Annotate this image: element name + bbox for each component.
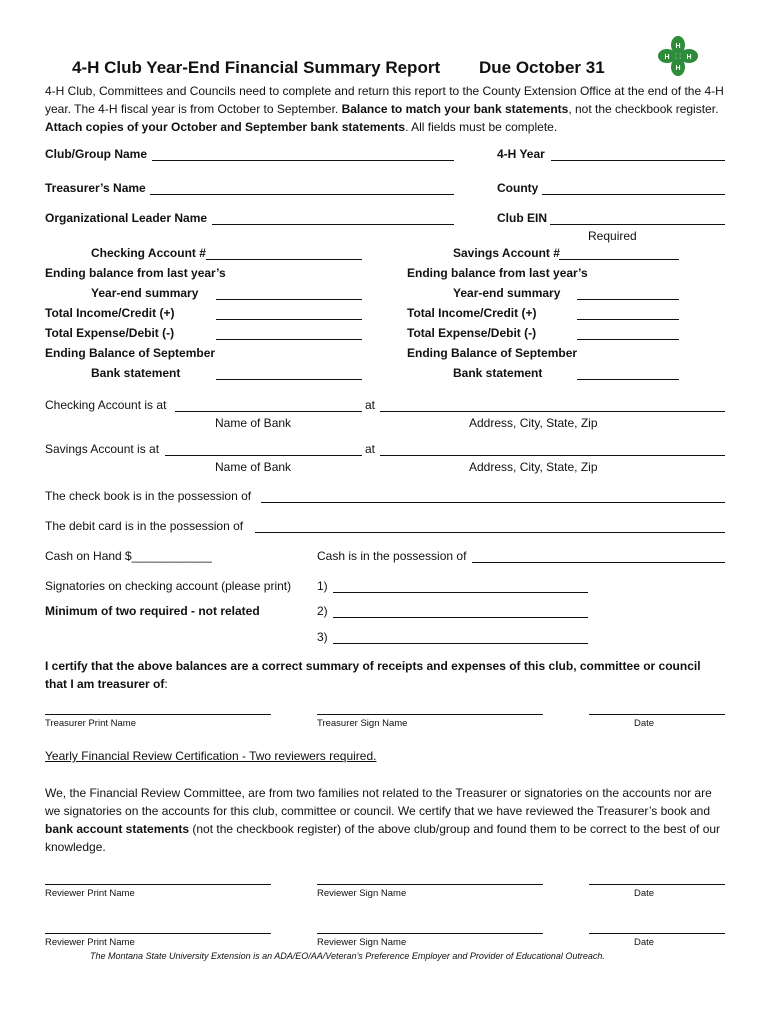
reviewer-1-sign-field[interactable] <box>317 884 543 885</box>
savings-at-label: at <box>365 442 376 456</box>
savings-bank-address-caption: Address, City, State, Zip <box>469 460 598 474</box>
checking-ending-sept-field[interactable] <box>216 379 362 380</box>
savings-ending-sept-label: Ending Balance of September <box>407 346 578 360</box>
checking-ending-sept-label-2: Bank statement <box>91 366 181 380</box>
treasurer-sign-field[interactable] <box>317 714 543 715</box>
savings-bank-name-caption: Name of Bank <box>215 460 292 474</box>
checkbook-possession-label: The check book is in the possession of <box>45 489 252 503</box>
reviewer-2-date-field[interactable] <box>589 933 725 934</box>
leader-label: Organizational Leader Name <box>45 211 208 225</box>
reviewer-2-print-field[interactable] <box>45 933 271 934</box>
signatory-1-number: 1) <box>317 579 328 593</box>
checking-ending-prev-field[interactable] <box>216 299 362 300</box>
savings-ending-sept-label-2: Bank statement <box>453 366 543 380</box>
reviewer-2-sign-field[interactable] <box>317 933 543 934</box>
treasurer-print-field[interactable] <box>45 714 271 715</box>
leader-field[interactable] <box>212 224 454 225</box>
ein-required-note: Required <box>588 229 637 243</box>
treasurer-print-caption: Treasurer Print Name <box>45 718 136 729</box>
reviewer-1-print-caption: Reviewer Print Name <box>45 888 135 899</box>
club-name-field[interactable] <box>152 160 454 161</box>
signatory-2-number: 2) <box>317 604 328 618</box>
ein-label: Club EIN <box>497 211 547 225</box>
savings-ending-prev-label-2: Year-end summary <box>453 286 561 300</box>
checking-income-label: Total Income/Credit (+) <box>45 306 175 320</box>
checking-ending-prev-label-2: Year-end summary <box>91 286 199 300</box>
savings-ending-sept-field[interactable] <box>577 379 679 380</box>
savings-bank-label: Savings Account is at <box>45 442 160 456</box>
reviewer-1-sign-caption: Reviewer Sign Name <box>317 888 407 899</box>
due-date: Due October 31 <box>479 58 605 77</box>
signatory-3-number: 3) <box>317 630 328 644</box>
signatory-3-field[interactable] <box>333 643 588 644</box>
treasurer-date-field[interactable] <box>589 714 725 715</box>
ein-field[interactable] <box>550 224 725 225</box>
cash-on-hand-label: Cash on Hand $____________ <box>45 549 212 563</box>
review-paragraph: We, the Financial Review Committee, are from two families not related to the Treasurer or signatories on the accounts nor are we signatories on the accounts for this club, committee or council. We certify that we have reviewed the Treasurer’s book and bank account statements (not the checkbook register) of the above club/group and found them to be correct to the best of our knowledge. <box>45 786 721 854</box>
certify-statement: I certify that the above balances are a correct summary of receipts and expenses of this club, committee or council that I am treasurer of: <box>45 659 701 691</box>
intro-paragraph: 4-H Club, Committees and Councils need to complete and return this report to the County Extension Office at the end of the 4-H year. The 4-H fiscal year is from October to September. Balance to match your bank statements, not the checkbook register. Attach copies of your October and September bank statements. All fields must be complete. <box>45 84 724 134</box>
year-field[interactable] <box>551 160 725 161</box>
savings-income-label: Total Income/Credit (+) <box>407 306 537 320</box>
checking-bank-name-caption: Name of Bank <box>215 416 292 430</box>
checking-ending-prev-label: Ending balance from last year’s <box>45 266 226 280</box>
checking-bank-address-caption: Address, City, State, Zip <box>469 416 598 430</box>
club-name-label: Club/Group Name <box>45 147 148 161</box>
reviewer-1-date-caption: Date <box>634 888 655 899</box>
savings-expense-label: Total Expense/Debit (-) <box>407 326 537 340</box>
checking-expense-field[interactable] <box>216 339 362 340</box>
signatories-label: Signatories on checking account (please print) <box>45 579 292 593</box>
cash-possession-label: Cash is in the possession of <box>317 549 467 563</box>
svg-text:H: H <box>686 54 692 61</box>
svg-text:H: H <box>664 54 670 61</box>
debit-possession-field[interactable] <box>255 532 725 533</box>
debit-possession-label: The debit card is in the possession of <box>45 519 244 533</box>
svg-text:H: H <box>675 65 681 72</box>
cash-possession-field[interactable] <box>472 562 725 563</box>
checking-ending-sept-label: Ending Balance of September <box>45 346 216 360</box>
reviewer-1-print-field[interactable] <box>45 884 271 885</box>
county-label: County <box>497 181 539 195</box>
treasurer-label: Treasurer’s Name <box>45 181 146 195</box>
clover-logo-icon <box>656 34 700 78</box>
checking-account-label: Checking Account # <box>91 246 206 260</box>
savings-expense-field[interactable] <box>577 339 679 340</box>
review-heading: Yearly Financial Review Certification - Two reviewers required. <box>45 749 377 763</box>
reviewer-2-print-caption: Reviewer Print Name <box>45 937 135 948</box>
cash-on-hand-field[interactable]: ____________ <box>131 549 212 563</box>
savings-income-field[interactable] <box>577 319 679 320</box>
checkbook-possession-field[interactable] <box>261 502 725 503</box>
savings-account-field[interactable] <box>559 259 679 260</box>
signatory-1-field[interactable] <box>333 592 588 593</box>
checking-bank-name-field[interactable] <box>175 411 362 412</box>
footer-statement: The Montana State University Extension is an ADA/EO/AA/Veteran’s Preference Employer and Provider of Educational Outreach. <box>90 951 605 961</box>
checking-expense-label: Total Expense/Debit (-) <box>45 326 175 340</box>
reviewer-1-date-field[interactable] <box>589 884 725 885</box>
reviewer-2-date-caption: Date <box>634 937 655 948</box>
savings-ending-prev-label: Ending balance from last year’s <box>407 266 588 280</box>
savings-account-label: Savings Account # <box>453 246 560 260</box>
svg-text:H: H <box>675 43 681 50</box>
county-field[interactable] <box>542 194 725 195</box>
treasurer-sign-caption: Treasurer Sign Name <box>317 718 408 729</box>
checking-bank-address-field[interactable] <box>380 411 725 412</box>
checking-account-field[interactable] <box>206 259 362 260</box>
checking-bank-label: Checking Account is at <box>45 398 167 412</box>
signatory-2-field[interactable] <box>333 617 588 618</box>
savings-ending-prev-field[interactable] <box>577 299 679 300</box>
savings-bank-address-field[interactable] <box>380 455 725 456</box>
reviewer-2-sign-caption: Reviewer Sign Name <box>317 937 407 948</box>
checking-income-field[interactable] <box>216 319 362 320</box>
checking-at-label: at <box>365 398 376 412</box>
treasurer-field[interactable] <box>150 194 454 195</box>
treasurer-date-caption: Date <box>634 718 655 729</box>
signatories-min-note: Minimum of two required - not related <box>45 604 260 618</box>
year-label: 4-H Year <box>497 147 545 161</box>
page-title: 4-H Club Year-End Financial Summary Report <box>72 58 441 77</box>
savings-bank-name-field[interactable] <box>165 455 362 456</box>
